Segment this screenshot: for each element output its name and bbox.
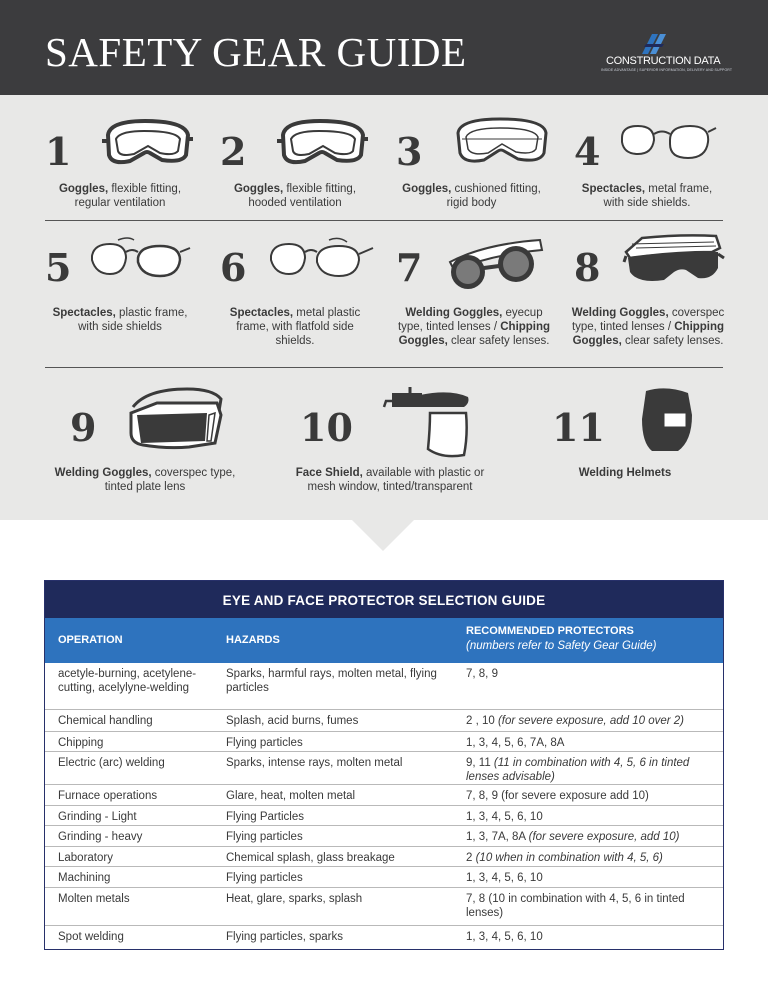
cell-hazards: Splash, acid burns, fumes bbox=[226, 715, 359, 727]
gear-caption: Goggles, flexible fitting, hooded ventilation bbox=[233, 183, 357, 209]
cell-hazards: Sparks, intense rays, molten metal bbox=[226, 757, 403, 769]
gear-number: 2 bbox=[220, 129, 247, 174]
gear-number: 8 bbox=[574, 245, 601, 290]
cell-operation: Chipping bbox=[58, 737, 104, 749]
welding-helmet-icon bbox=[638, 385, 698, 453]
logo-name: CONSTRUCTION DATA bbox=[606, 55, 721, 67]
gear-item-1 bbox=[0, 95, 200, 220]
header-hazards: HAZARDS bbox=[226, 634, 280, 646]
gear-caption: Spectacles, metal frame, with side shields. bbox=[581, 183, 713, 209]
cell-protectors: 1, 3, 4, 5, 6, 10 bbox=[466, 872, 543, 884]
header-bar bbox=[0, 0, 768, 95]
header-protectors-note: (numbers refer to Safety Gear Guide) bbox=[466, 640, 657, 652]
table-row bbox=[45, 732, 723, 752]
ventilated-goggles-icon bbox=[100, 113, 195, 168]
cell-hazards: Flying particles bbox=[226, 737, 303, 749]
panel-pointer bbox=[352, 520, 414, 551]
gear-caption: Goggles, cushioned fitting, rigid body bbox=[402, 183, 541, 209]
cell-protectors: 9, 11 (11 in combination with 4, 5, 6 in tinted lenses advisable) bbox=[466, 757, 690, 783]
gear-item-11 bbox=[520, 369, 720, 514]
gear-item-8 bbox=[568, 222, 768, 367]
cell-operation: Molten metals bbox=[58, 893, 130, 905]
gear-number: 5 bbox=[45, 245, 72, 290]
cell-hazards: Flying particles bbox=[226, 831, 303, 843]
page-title: SAFETY GEAR GUIDE bbox=[45, 29, 467, 75]
cell-operation: Laboratory bbox=[58, 852, 113, 864]
gear-item-5 bbox=[0, 222, 200, 367]
selection-guide-table bbox=[44, 580, 724, 950]
table-row bbox=[45, 752, 723, 785]
gear-caption: Face Shield, available with plastic or mesh window, tinted/transparent bbox=[295, 467, 485, 493]
cell-operation: Grinding - Light bbox=[58, 811, 137, 823]
table-row bbox=[45, 888, 723, 926]
gear-item-9 bbox=[0, 369, 260, 514]
cell-hazards: Sparks, harmful rays, molten metal, flying particles bbox=[226, 668, 437, 694]
cell-operation: Spot welding bbox=[58, 931, 124, 943]
cell-operation: acetyle-burning, acetylene-cutting, acelylyne-welding bbox=[58, 668, 197, 694]
plastic-spectacles-icon bbox=[88, 236, 193, 286]
gear-item-6 bbox=[192, 222, 392, 367]
cell-operation: Electric (arc) welding bbox=[58, 757, 165, 769]
gear-item-2 bbox=[192, 95, 392, 220]
cell-hazards: Flying particles bbox=[226, 872, 303, 884]
gear-item-3 bbox=[384, 95, 584, 220]
table-row bbox=[45, 926, 723, 948]
cell-protectors: 1, 3, 7A, 8A (for severe exposure, add 10) bbox=[466, 831, 680, 843]
header-protectors: RECOMMENDED PROTECTORS bbox=[466, 625, 634, 637]
table-row bbox=[45, 826, 723, 847]
cell-protectors: 2 , 10 (for severe exposure, add 10 over 2) bbox=[466, 715, 684, 727]
cell-hazards: Glare, heat, molten metal bbox=[226, 790, 356, 802]
coverspec-welding-goggles-icon bbox=[622, 232, 727, 292]
gear-caption: Welding Helmets bbox=[578, 467, 672, 479]
cell-operation: Machining bbox=[58, 872, 111, 884]
cell-hazards: Flying particles, sparks bbox=[226, 931, 343, 943]
cell-protectors: 1, 3, 4, 5, 6, 10 bbox=[466, 811, 543, 823]
table-title: EYE AND FACE PROTECTOR SELECTION GUIDE bbox=[45, 581, 723, 618]
table-row bbox=[45, 710, 723, 732]
cell-hazards: Chemical splash, glass breakage bbox=[226, 852, 395, 864]
cell-protectors: 2 (10 when in combination with 4, 5, 6) bbox=[466, 852, 663, 864]
cell-hazards: Heat, glare, sparks, splash bbox=[226, 893, 363, 905]
table-row bbox=[45, 806, 723, 826]
gear-item-7 bbox=[384, 222, 584, 367]
gear-item-10 bbox=[280, 369, 500, 514]
flatfold-spectacles-icon bbox=[267, 236, 377, 286]
gear-caption: Spectacles, metal plastic frame, with flatfold side shields. bbox=[229, 307, 361, 347]
cell-protectors: 7, 8 (10 in combination with 4, 5, 6 in tinted lenses) bbox=[466, 893, 685, 919]
gear-number: 3 bbox=[396, 129, 423, 174]
table-row bbox=[45, 663, 723, 710]
gear-number: 11 bbox=[552, 405, 605, 450]
gear-number: 10 bbox=[300, 405, 353, 450]
divider bbox=[45, 220, 723, 221]
table-row bbox=[45, 785, 723, 806]
gear-number: 6 bbox=[220, 245, 247, 290]
plate-lens-welding-goggles-icon bbox=[127, 385, 227, 455]
metal-spectacles-icon bbox=[618, 120, 718, 165]
cell-operation: Furnace operations bbox=[58, 790, 158, 802]
gear-caption: Welding Goggles, eyecup type, tinted lenses / Chipping Goggles, clear safety lenses. bbox=[397, 307, 551, 347]
gear-caption: Spectacles, plastic frame, with side shields bbox=[52, 307, 188, 333]
logo bbox=[598, 34, 733, 76]
gear-item-4 bbox=[568, 95, 768, 220]
header-operation: OPERATION bbox=[58, 634, 123, 646]
gear-number: 7 bbox=[396, 245, 423, 290]
gear-caption: Welding Goggles, coverspec type, tinted lenses / Chipping Goggles, clear safety lenses. bbox=[571, 307, 725, 347]
eyecup-welding-goggles-icon bbox=[444, 236, 549, 296]
gear-caption: Welding Goggles, coverspec type, tinted plate lens bbox=[54, 467, 236, 493]
gear-caption: Goggles, flexible fitting, regular ventilation bbox=[58, 183, 182, 209]
table-row bbox=[45, 867, 723, 888]
face-shield-icon bbox=[380, 379, 475, 459]
gear-number: 9 bbox=[70, 405, 97, 450]
gear-number: 1 bbox=[45, 129, 72, 174]
divider bbox=[45, 367, 723, 368]
cell-protectors: 7, 8, 9 (for severe exposure add 10) bbox=[466, 790, 649, 802]
gear-number: 4 bbox=[574, 129, 601, 174]
construction-data-logo-icon bbox=[638, 34, 668, 54]
cell-hazards: Flying Particles bbox=[226, 811, 304, 823]
logo-tagline: INSIDE ADVANTAGE | SUPERIOR INFORMATION, DELIVERY AND SUPPORT bbox=[601, 68, 733, 72]
cell-protectors: 7, 8, 9 bbox=[466, 668, 498, 680]
table-header bbox=[45, 618, 723, 663]
cushioned-goggles-icon bbox=[452, 113, 552, 168]
cell-operation: Grinding - heavy bbox=[58, 831, 143, 843]
cell-protectors: 1, 3, 4, 5, 6, 7A, 8A bbox=[466, 737, 565, 749]
table-row bbox=[45, 847, 723, 867]
cell-operation: Chemical handling bbox=[58, 715, 153, 727]
table-body bbox=[45, 663, 723, 948]
cell-protectors: 1, 3, 4, 5, 6, 10 bbox=[466, 931, 543, 943]
hooded-goggles-icon bbox=[275, 113, 370, 168]
